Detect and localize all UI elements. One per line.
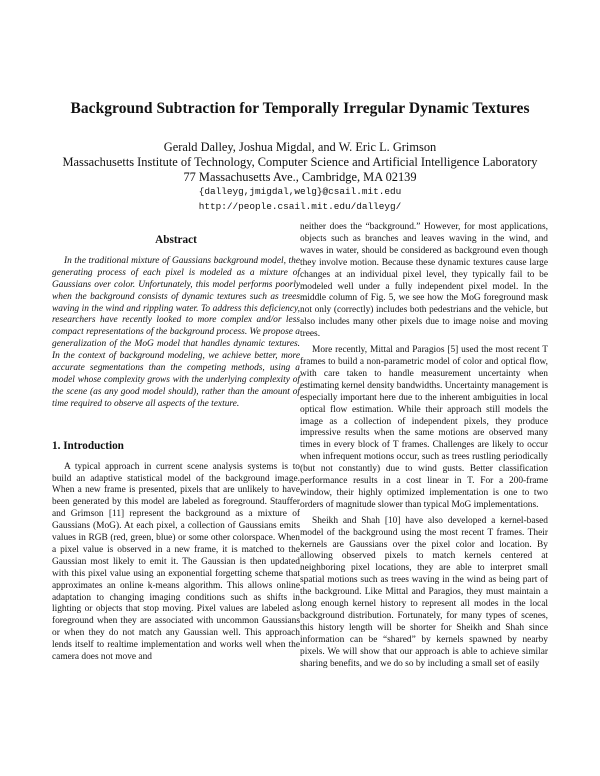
intro-paragraph-1: A typical approach in current scene analysis systems is to build an adaptive statistical model of the background image. When a new frame is presented, pixels that are unlikely to have been generated by this model are labeled as foreground. Stauffer and Grimson [11] represent the background as a mixture of Gaussians (MoG). At each pixel, a collection of Gaussians emits values in RGB (red, green, blue) or some other colorspace. When a pixel value is observed in a new frame, it is matched to the Gaussian most likely to emit it. The Gaussian is then updated with this pixel value using an exponential forgetting scheme that approximates an online k-means algorithm. This allows online adaptation to changing imaging conditions such as shifts in lighting or objects that stop moving. Pixel values are labeled as foreground when they are associated with uncommon Gaussians or when they do not match any Gaussian well. This approach lends itself to realtime implementation and works well when the camera does not move and	[52, 461, 300, 663]
right-paragraph-1: neither does the “background.” However, for most applications, objects such as branches and leaves waving in the wind, and waves in water, should be considered as background even though they involve motion. Because these dynamic textures cause large changes at an individual pixel level, they typically fail to be modeled well under a fully independent pixel model. In the middle column of Fig. 5, we see how the MoG foreground mask not only (correctly) includes both pedestrians and the vehicle, but also includes many other pixels due to image noise and moving trees.	[300, 222, 548, 340]
right-column	[300, 222, 548, 675]
author-email: {dalleyg,jmigdal,welg}@csail.mit.edu	[198, 186, 402, 197]
section-heading-introduction: 1. Introduction	[52, 439, 124, 452]
right-paragraph-2: More recently, Mittal and Paragios [5] used the most recent T frames to build a non-parametric model of color and optical flow, with care taken to handle measurement uncertainty when estimating kernel density bandwidths. Uncertainty management is especially important here due to the inherent ambiguities in local optical flow estimation. While their approach still models the image as a collection of independent pixels, they produce impressive results when the same motions are observed many times in every block of T frames. Challenges are likely to occur when infrequent motions occur, such as trees rustling periodically (but not constantly) due to wind gusts. Better classification performance results in a cost linear in T. For a 200-frame window, their highly optimized implementation is one to two orders of magnitude slower than typical MoG implementations.	[300, 345, 548, 510]
author-address: 77 Massachusetts Ave., Cambridge, MA 02139	[183, 170, 417, 184]
paper-title: Background Subtraction for Temporally Irregular Dynamic Textures	[70, 100, 530, 117]
author-url: http://people.csail.mit.edu/dalleyg/	[198, 201, 402, 212]
abstract-heading: Abstract	[155, 234, 197, 246]
author-affiliation: Massachusetts Institute of Technology, Computer Science and Artificial Intelligence Laboratory	[62, 155, 538, 169]
left-column	[52, 235, 300, 668]
abstract-text: In the traditional mixture of Gaussians background model, the generating process of each pixel is modeled as a mixture of Gaussians over color. Unfortunately, this model performs poorly when the background consists of dynamic textures such as trees waving in the wind and rippling water. To address this deficiency, researchers have recently looked to more complex and/or less compact representations of the background process. We propose a generalization of the MoG model that handles dynamic textures. In the context of background modeling, we achieve better, more accurate segmentations than the competing methods, using a model whose complexity grows with the underlying complexity of the scene (as any good model should), rather than the amount of time required to observe all aspects of the texture.	[52, 255, 300, 409]
right-paragraph-3: Sheikh and Shah [10] have also developed a kernel-based model of the background using the most recent T frames. Their kernels are Gaussians over the pixel color and location. By allowing observed pixels to match kernels centered at neighboring pixel locations, they are able to interpret small spatial motions such as trees waving in the wind as being part of the background. Like Mittal and Paragios, they must maintain a long enough kernel history to represent all modes in the local background distribution. Fortunately, for many types of scenes, this history length will be shorter for Sheikh and Shah since information can be “shared” by kernels spawned by nearby pixels. We will show that our approach is able to achieve similar sharing benefits, and we do so by including a small set of easily	[300, 515, 548, 669]
author-list: Gerald Dalley, Joshua Migdal, and W. Eric L. Grimson	[163, 140, 437, 154]
